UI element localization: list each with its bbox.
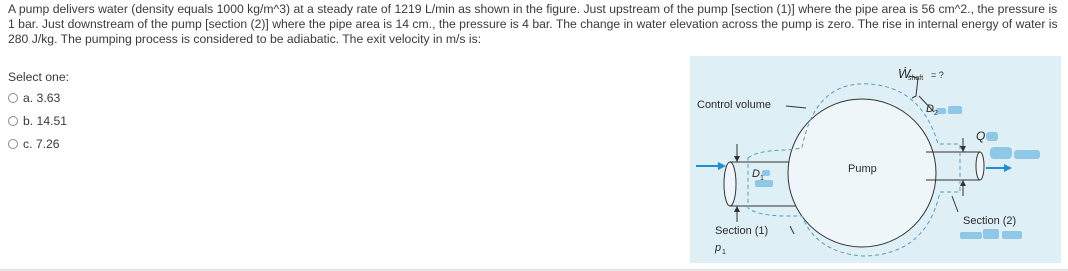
q-label: Q	[976, 129, 986, 143]
section2-label: Section (2)	[963, 215, 1017, 227]
pump-diagram	[690, 56, 1061, 263]
select-one-label: Select one:	[8, 70, 69, 84]
option-c-label: c. 7.26	[23, 137, 60, 151]
shaft-equals: = ?	[931, 70, 944, 80]
shaft-work-symbol: Ẇ	[898, 66, 911, 81]
radio-b[interactable]	[8, 116, 18, 126]
section1-label: Section (1)	[715, 225, 769, 237]
d1-label: D	[752, 168, 760, 180]
option-b-label: b. 14.51	[23, 114, 68, 128]
option-b[interactable]	[8, 114, 67, 128]
option-a-label: a. 3.63	[23, 91, 61, 105]
control-volume-label: Control volume	[697, 99, 771, 111]
d1-subscript: 1	[760, 175, 764, 182]
pump-figure	[690, 56, 1061, 263]
option-a[interactable]	[8, 91, 60, 105]
shaft-subscript: shaft	[908, 75, 924, 82]
radio-c[interactable]	[8, 139, 18, 149]
d2-label: D	[926, 103, 934, 115]
pump-label: Pump	[848, 163, 877, 175]
d2-subscript: 2	[934, 110, 938, 117]
question-text: A pump delivers water (density equals 1000 kg/m^3) at a steady rate of 1219 L/min as shown in the figure. Just upstream of the pump [section (1)] where the pipe area is 56 cm^2., the pressure is 1 bar. Just downstream of the pump [section (2)] where the pipe area is 14 cm., the pressure is 4 bar. The change in water elevation across the pump is zero. The rise in internal energy of water is 280 J/kg. The pumping process is considered to be adiabatic. The exit velocity in m/s is:	[8, 2, 1058, 46]
p1-subscript: 1	[722, 249, 726, 256]
p1-label: p	[715, 242, 722, 254]
option-c[interactable]	[8, 137, 60, 151]
radio-a[interactable]	[8, 93, 18, 103]
